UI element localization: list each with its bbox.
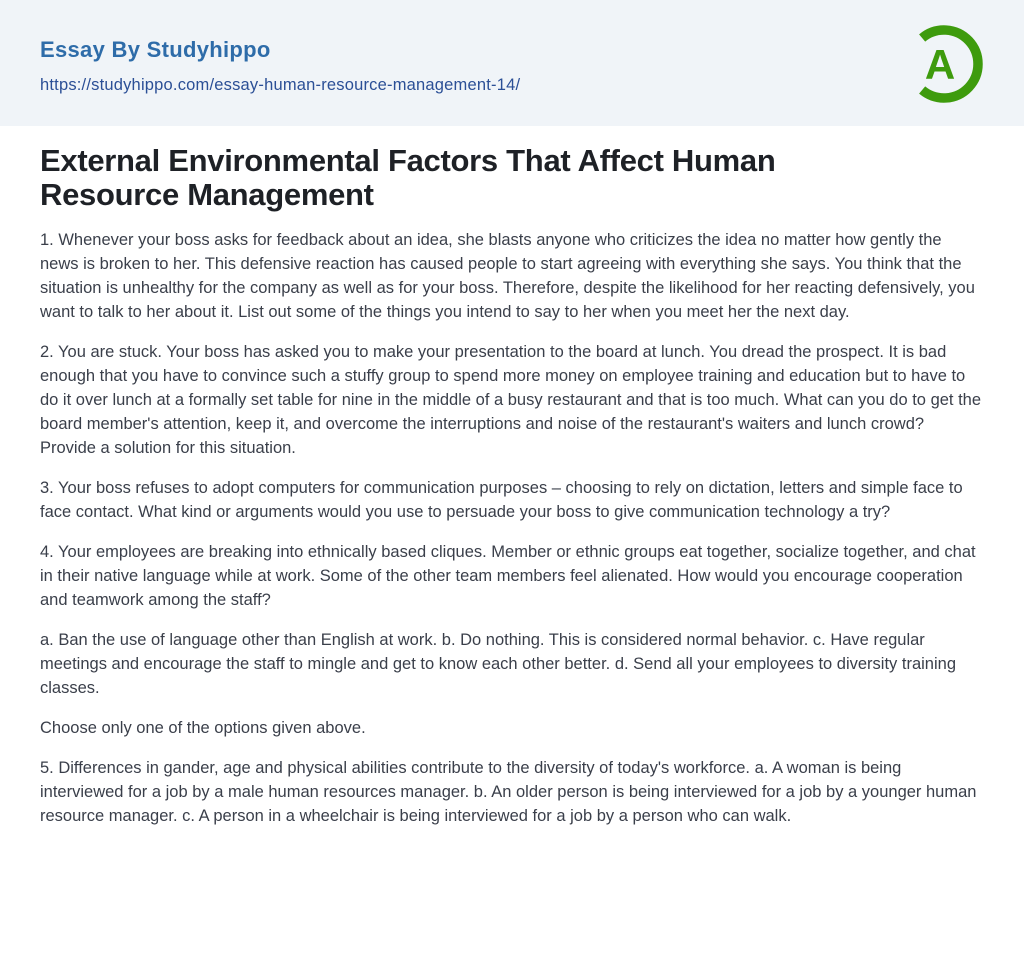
essay-paragraph-6: Choose only one of the options given above. <box>40 719 366 737</box>
essay-paragraph-7: 5. Differences in gander, age and physical abilities contribute to the diversity of today's workforce. a. A woman is being interviewed for a job by a male human resources manager. b. An older person is being interviewed for a job by a younger human resource manager. c. A person in a wheelchair is being interviewed for a job by a person who can walk. <box>40 759 977 825</box>
site-title: Essay By Studyhippo <box>40 36 271 62</box>
essay-paragraph-3: 3. Your boss refuses to adopt computers for communication purposes – choosing to rely on dictation, letters and simple face to face contact. What kind or arguments would you use to persuade your boss to give communication technology a try? <box>40 479 963 521</box>
page-url-link[interactable]: https://studyhippo.com/essay-human-resource-management-14/ <box>40 76 521 95</box>
header-text-block <box>40 31 520 95</box>
essay-paragraph-2: 2. You are stuck. Your boss has asked you to make your presentation to the board at lunch. You dread the prospect. It is bad enough that you have to convince such a stuffy group to spend more money on employee training and education but to have to do it over lunch at a formally set table for nine in the middle of a busy restaurant and that is too much. What can you do to get the board member's attention, keep it, and overcome the interruptions and noise of the restaurant's waiters and lunch crowd? Provide a solution for this situation. <box>40 343 982 457</box>
essay-paragraph-5: a. Ban the use of language other than English at work. b. Do nothing. This is considered normal behavior. c. Have regular meetings and encourage the staff to mingle and get to know each other better. d. Send all your employees to diversity training classes. <box>40 631 956 697</box>
essay-paragraph-4: 4. Your employees are breaking into ethnically based cliques. Member or ethnic groups eat together, socialize together, and chat in their native language while at work. Some of the other team members feel alienated. How would you encourage cooperation and teamwork among the staff? <box>40 543 976 609</box>
page-header <box>0 0 1024 126</box>
logo-letter: A <box>924 41 956 88</box>
essay-content <box>0 126 1024 884</box>
essay-paragraph-1: 1. Whenever your boss asks for feedback about an idea, she blasts anyone who criticizes the idea no matter how gently the news is broken to her. This defensive reaction has caused people to start agreeing with everything she says. You think that the situation is unhealthy for the company as well as for your boss. Therefore, despite the likelihood for her reacting defensively, you want to talk to her about it. List out some of the things you intend to say to her when you meet her the next day. <box>40 231 975 321</box>
studyhippo-logo <box>902 18 986 110</box>
page-title: External Environmental Factors That Affect Human Resource Management <box>40 143 776 212</box>
